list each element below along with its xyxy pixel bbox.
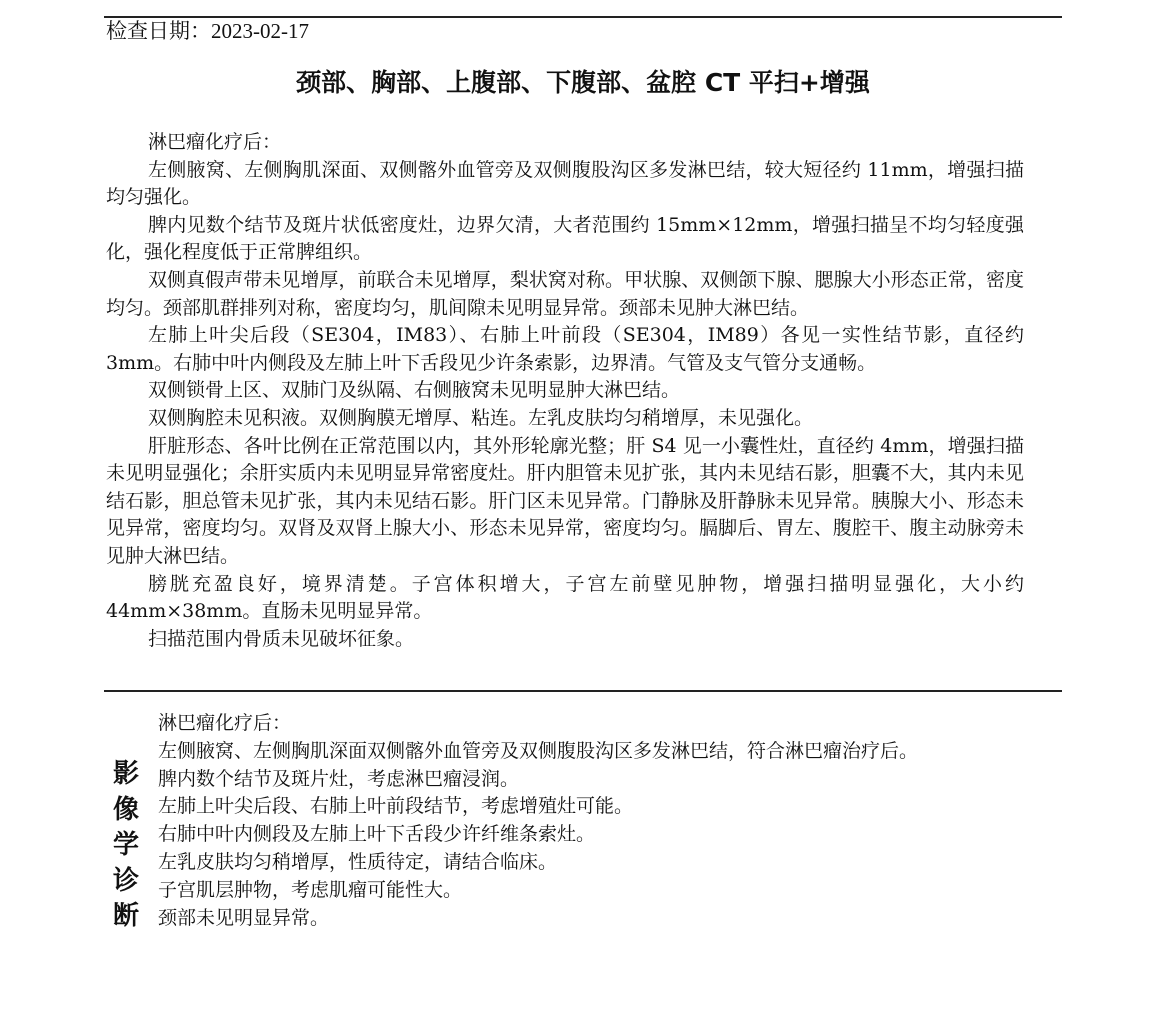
diagnosis-label-char: 学 (112, 830, 139, 860)
exam-date-label: 检查日期： (106, 19, 211, 43)
diagnosis-line: 左侧腋窝、左侧胸肌深面双侧髂外血管旁及双侧腹股沟区多发淋巴结，符合淋巴瘤治疗后。 (158, 739, 919, 762)
finding-paragraph: 淋巴瘤化疗后： (148, 131, 282, 153)
report-title: 颈部、胸部、上腹部、下腹部、盆腔 CT 平扫+增强 (296, 68, 870, 97)
findings-section (106, 129, 1024, 653)
finding-paragraph: 左肺上叶尖后段（SE304，IM83）、右肺上叶前段（SE304，IM89）各见一实性结节影，直径约 3mm。右肺中叶内侧段及左肺上叶下舌段见少许条索影，边界清。气管及支气管分支通畅。 (106, 324, 1024, 374)
finding-paragraph: 双侧胸腔未见积液。双侧胸膜无增厚、粘连。左乳皮肤均匀稍增厚，未见强化。 (148, 406, 814, 429)
exam-date (106, 18, 309, 44)
finding-paragraph: 双侧锁骨上区、双肺门及纵隔、右侧腋窝未见明显肿大淋巴结。 (148, 379, 681, 402)
finding-paragraph: 左侧腋窝、左侧胸肌深面、双侧髂外血管旁及双侧腹股沟区多发淋巴结，较大短径约 11mm，增强扫描均匀强化。 (106, 158, 1024, 209)
exam-date-value: 2023-02-17 (211, 19, 309, 43)
diagnosis-section (158, 710, 1038, 932)
diagnosis-label-char: 影 (112, 759, 139, 789)
diagnosis-line: 左乳皮肤均匀稍增厚，性质待定，请结合临床。 (158, 850, 558, 873)
diagnosis-label (110, 757, 142, 935)
diagnosis-line: 左肺上叶尖后段、右肺上叶前段结节，考虑增殖灶可能。 (158, 795, 634, 818)
section-divider (104, 690, 1062, 692)
finding-paragraph: 扫描范围内骨质未见破坏征象。 (148, 627, 415, 650)
diagnosis-line: 淋巴瘤化疗后： (158, 712, 292, 734)
diagnosis-label-char: 诊 (112, 865, 139, 896)
diagnosis-line: 脾内数个结节及斑片灶，考虑淋巴瘤浸润。 (158, 767, 520, 790)
diagnosis-line: 右肺中叶内侧段及左肺上叶下舌段少许纤维条索灶。 (158, 823, 596, 846)
diagnosis-label-char: 断 (112, 901, 139, 931)
diagnosis-line: 颈部未见明显异常。 (158, 906, 330, 929)
diagnosis-line: 子宫肌层肿物，考虑肌瘤可能性大。 (158, 878, 463, 901)
diagnosis-label-char: 像 (112, 794, 139, 825)
finding-paragraph: 膀胱充盈良好，境界清楚。子宫体积增大，子宫左前壁见肿物，增强扫描明显强化，大小约 44mm×38mm。直肠未见明显异常。 (106, 572, 1024, 623)
finding-paragraph: 脾内见数个结节及斑片状低密度灶，边界欠清，大者范围约 15mm×12mm，增强扫描呈不均匀轻度强化，强化程度低于正常脾组织。 (106, 213, 1024, 264)
finding-paragraph: 双侧真假声带未见增厚，前联合未见增厚，梨状窝对称。甲状腺、双侧颌下腺、腮腺大小形态正常，密度均匀。颈部肌群排列对称，密度均匀，肌间隙未见明显异常。颈部未见肿大淋巴结。 (106, 268, 1024, 319)
finding-paragraph: 肝脏形态、各叶比例在正常范围以内，其外形轮廓光整；肝 S4 见一小囊性灶，直径约 4mm，增强扫描未见明显强化；余肝实质内未见明显异常密度灶。肝内胆管未见扩张，其内未见结石影，胆囊不大，其内未见结石影，胆总管未见扩张，其内未见结石影。肝门区未见异常。门静脉及肝静脉未见异常。胰腺大小、形态未见异常，密度均匀。双肾及双肾上腺大小、形态未见异常，密度均匀。膈脚后、胃左、腹腔干、腹主动脉旁未见肿大淋巴结。 (106, 434, 1024, 567)
